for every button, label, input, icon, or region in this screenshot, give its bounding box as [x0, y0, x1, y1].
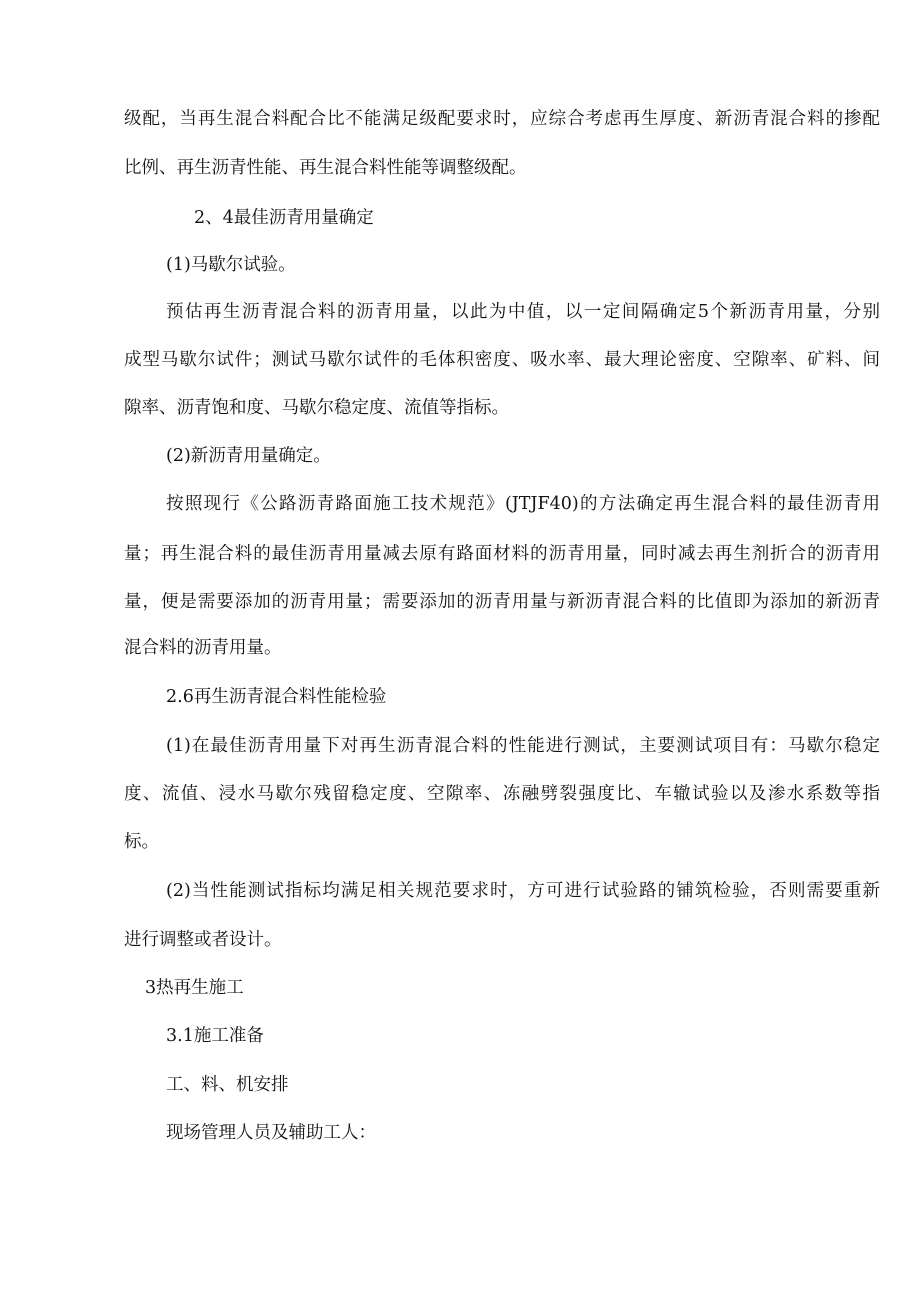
paragraph-spec-line-1: 按照现行《公路沥青路面施工技术规范》(JTJF40)的方法确定再生混合料的最佳沥青用 — [166, 494, 880, 514]
paragraph-marshall-line-1: 预估再生沥青混合料的沥青用量，以此为中值，以一定间隔确定5个新沥青用量，分别 — [166, 302, 880, 322]
paragraph-spec-line-4: 混合料的沥青用量。 — [124, 638, 282, 658]
paragraph-pass-line-2: 进行调整或者设计。 — [124, 930, 282, 950]
paragraph-gradation-line-1: 级配，当再生混合料配合比不能满足级配要求时，应综合考虑再生厚度、新沥青混合料的掺配 — [124, 109, 880, 129]
paragraph-pass-line-1: (2)当性能测试指标均满足相关规范要求时，方可进行试验路的铺筑检验，否则需要重新 — [166, 881, 880, 901]
heading-3-1-preparation: 3.1施工准备 — [166, 1026, 264, 1046]
paragraph-performance-line-2: 度、流值、浸水马歇尔残留稳定度、空隙率、冻融劈裂强度比、车辙试验以及渗水系数等指 — [124, 784, 880, 804]
heading-2-6-performance: 2.6再生沥青混合料性能检验 — [166, 687, 387, 707]
heading-3-hot-recycling: 3热再生施工 — [145, 978, 244, 998]
item-1-marshall-test: (1)马歇尔试验。 — [166, 255, 296, 275]
paragraph-performance-line-1: (1)在最佳沥青用量下对再生沥青混合料的性能进行测试，主要测试项目有：马歇尔稳定 — [166, 736, 880, 756]
item-site-staff: 现场管理人员及辅助工人： — [166, 1123, 376, 1143]
paragraph-spec-line-3: 量，便是需要添加的沥青用量；需要添加的沥青用量与新沥青混合料的比值即为添加的新沥青 — [124, 592, 880, 612]
item-2-new-asphalt: (2)新沥青用量确定。 — [166, 446, 331, 466]
item-labor-materials-machines: 工、料、机安排 — [166, 1075, 289, 1095]
paragraph-gradation-line-2: 比例、再生沥青性能、再生混合料性能等调整级配。 — [124, 158, 527, 178]
paragraph-spec-line-2: 量；再生混合料的最佳沥青用量减去原有路面材料的沥青用量，同时减去再生剂折合的沥青用 — [124, 544, 880, 564]
paragraph-marshall-line-3: 隙率、沥青饱和度、马歇尔稳定度、流值等指标。 — [124, 398, 509, 418]
paragraph-performance-line-3: 标。 — [124, 832, 159, 852]
paragraph-marshall-line-2: 成型马歇尔试件；测试马歇尔试件的毛体积密度、吸水率、最大理论密度、空隙率、矿料、间 — [124, 350, 880, 370]
heading-2-4-optimal-asphalt: 2、4最佳沥青用量确定 — [194, 208, 374, 228]
